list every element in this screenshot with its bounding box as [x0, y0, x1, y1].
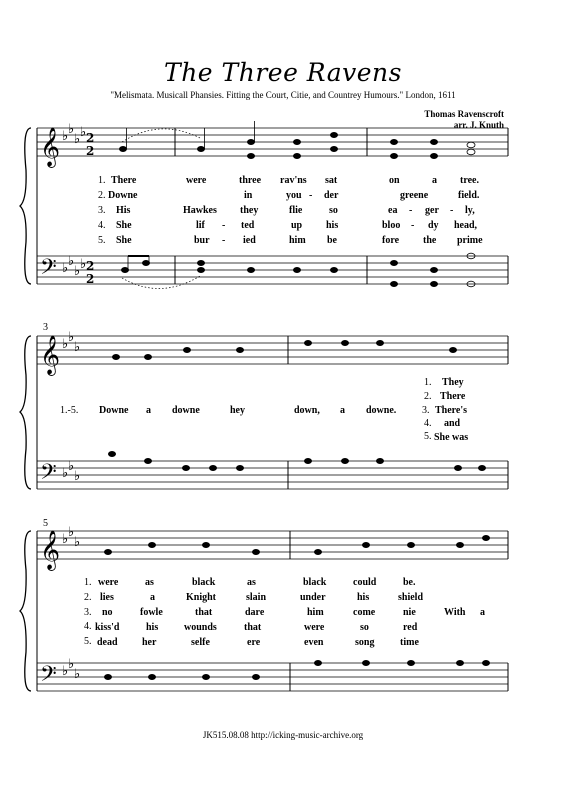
page-title: The Three Ravens: [164, 58, 402, 87]
lyric: a: [432, 175, 437, 186]
lyric: on: [389, 175, 400, 186]
lyric: three: [239, 175, 262, 186]
svg-text:♭: ♭: [74, 667, 81, 682]
lyric: ger: [425, 205, 439, 216]
svg-text:♭: ♭: [74, 535, 81, 550]
lyric: black: [192, 577, 216, 588]
lyric: no: [102, 607, 113, 618]
svg-text:♭: ♭: [74, 469, 81, 484]
lyric: Hawkes: [183, 205, 217, 216]
lyric: -: [411, 220, 415, 231]
lyric: -: [309, 190, 313, 201]
footer-credit: JK515.08.08 http://icking-music-archive.org: [202, 730, 364, 740]
lyric: Knight: [186, 592, 217, 603]
lyric: head,: [454, 220, 478, 231]
verse-number: 5.: [98, 235, 106, 246]
lyric: Downe: [99, 405, 129, 416]
lyric: tree.: [460, 175, 479, 186]
lyric: under: [300, 592, 326, 603]
measure-number: 5: [43, 518, 48, 529]
svg-text:♭: ♭: [68, 657, 75, 672]
lyric: be: [327, 235, 337, 246]
lyric: lif: [196, 220, 205, 231]
verse-number: 1.: [84, 577, 92, 588]
svg-text:♭: ♭: [62, 261, 69, 276]
lyric: They: [442, 377, 464, 388]
lyric: ied: [243, 235, 256, 246]
lyric: so: [329, 205, 338, 216]
svg-text:♭: ♭: [62, 337, 69, 352]
lyric: flie: [289, 205, 303, 216]
lyric: you: [286, 190, 302, 201]
svg-text:♭: ♭: [74, 132, 81, 147]
lyric: wounds: [184, 622, 217, 633]
lyric: greene: [400, 190, 429, 201]
lyric: downe: [172, 405, 200, 416]
svg-text:♭: ♭: [68, 330, 75, 345]
svg-text:♭: ♭: [68, 525, 75, 540]
lyric: With: [444, 607, 466, 618]
verse-number: 2.: [98, 190, 106, 201]
lyric: even: [304, 637, 324, 648]
verse-number: 4.: [98, 220, 106, 231]
verse-range-label: 1.-5.: [60, 405, 79, 416]
lyric: and: [444, 418, 461, 429]
svg-text:♭: ♭: [74, 264, 81, 279]
lyric: -: [450, 205, 454, 216]
lyric: bur: [194, 235, 210, 246]
verse-number: 5.: [84, 636, 92, 647]
lyric: they: [240, 205, 259, 216]
svg-text:♭: ♭: [68, 254, 75, 269]
lyric: There: [111, 175, 137, 186]
lyric: a: [480, 607, 485, 618]
lyric: field.: [458, 190, 480, 201]
lyric: black: [303, 577, 327, 588]
lyric: selfe: [191, 637, 210, 648]
svg-text:𝄞: 𝄞: [40, 127, 61, 167]
measure-number: 3: [43, 322, 48, 333]
lyric: There: [440, 391, 466, 402]
system2-treble-staff: [37, 336, 508, 364]
lyric: prime: [457, 235, 483, 246]
lyric: that: [244, 622, 262, 633]
lyric: him: [289, 235, 306, 246]
svg-text:𝄢: 𝄢: [40, 255, 57, 285]
svg-text:2: 2: [86, 144, 95, 158]
lyric: come: [353, 607, 376, 618]
lyric: -: [409, 205, 413, 216]
source-subtitle: "Melismata. Musicall Phansies. Fitting the Court, Citie, and Countrey Humours." London, 1611: [110, 90, 456, 100]
lyric: her: [142, 637, 157, 648]
lyric: -: [222, 235, 226, 246]
verse-number: 3.: [422, 405, 430, 416]
lyric: His: [116, 205, 131, 216]
lyric: There's: [435, 405, 468, 416]
lyric: Downe: [108, 190, 138, 201]
lyric: red: [403, 622, 418, 633]
lyric: ere: [247, 637, 261, 648]
lyric: downe.: [366, 405, 397, 416]
svg-text:♭: ♭: [68, 459, 75, 474]
lyric: She was: [434, 432, 469, 443]
svg-text:♭: ♭: [68, 122, 75, 137]
lyric: a: [340, 405, 345, 416]
lyric: were: [186, 175, 207, 186]
lyric: down,: [294, 405, 320, 416]
svg-text:2: 2: [86, 259, 95, 273]
lyric: a: [146, 405, 151, 416]
lyric: so: [360, 622, 369, 633]
svg-text:♭: ♭: [80, 125, 87, 140]
lyric: rav'ns: [280, 175, 307, 186]
lyric: could: [353, 577, 377, 588]
lyric: -: [222, 220, 226, 231]
lyric: ted: [241, 220, 255, 231]
verse-number: 2.: [424, 391, 432, 402]
verse-number: 3.: [84, 607, 92, 618]
verse-number: 4.: [84, 621, 92, 632]
svg-text:♭: ♭: [74, 340, 81, 355]
lyric: lies: [100, 592, 114, 603]
lyric: fore: [382, 235, 400, 246]
svg-text:♭: ♭: [80, 257, 87, 272]
verse-number: 3.: [98, 205, 106, 216]
lyric: der: [324, 190, 339, 201]
lyric: ly,: [465, 205, 475, 216]
lyric: his: [146, 622, 159, 633]
svg-text:𝄢: 𝄢: [40, 460, 57, 490]
lyric: fowle: [140, 607, 163, 618]
lyric: time: [400, 637, 419, 648]
svg-text:♭: ♭: [62, 466, 69, 481]
lyric: dy: [428, 220, 439, 231]
lyric: slain: [246, 592, 267, 603]
lyric: She: [116, 235, 132, 246]
lyric: hey: [230, 405, 245, 416]
svg-text:♭: ♭: [62, 129, 69, 144]
svg-text:𝄞: 𝄞: [40, 335, 61, 375]
svg-text:♭: ♭: [62, 664, 69, 679]
lyric: his: [357, 592, 370, 603]
verse-number: 1.: [98, 175, 106, 186]
lyric: that: [195, 607, 213, 618]
lyric: were: [98, 577, 119, 588]
svg-text:𝄞: 𝄞: [40, 530, 61, 570]
lyric: shield: [398, 592, 424, 603]
lyric: She: [116, 220, 132, 231]
arranger-credit: arr. J. Knuth: [453, 120, 504, 130]
lyric: song: [355, 637, 375, 648]
lyric: the: [423, 235, 437, 246]
lyric: a: [150, 592, 155, 603]
svg-text:♭: ♭: [62, 532, 69, 547]
verse-number: 5.: [424, 431, 432, 442]
lyric: nie: [403, 607, 416, 618]
lyric: as: [247, 577, 256, 588]
lyric: kiss'd: [95, 622, 120, 633]
lyric: sat: [325, 175, 338, 186]
lyric: were: [304, 622, 325, 633]
lyric: dare: [245, 607, 265, 618]
lyric: bloo: [382, 220, 401, 231]
verse-number: 2.: [84, 592, 92, 603]
system2-bass-staff: [37, 461, 508, 489]
lyric: in: [244, 190, 253, 201]
svg-text:𝄢: 𝄢: [40, 662, 57, 692]
lyric: his: [326, 220, 339, 231]
lyric: as: [145, 577, 154, 588]
lyric: dead: [97, 637, 118, 648]
lyric: him: [307, 607, 324, 618]
lyric: ea: [388, 205, 398, 216]
svg-text:2: 2: [86, 131, 95, 145]
lyric: be.: [403, 577, 416, 588]
lyric: up: [291, 220, 303, 231]
composer-credit: Thomas Ravenscroft: [424, 109, 504, 119]
verse-number: 1.: [424, 377, 432, 388]
verse-number: 4.: [424, 418, 432, 429]
svg-text:2: 2: [86, 272, 95, 286]
